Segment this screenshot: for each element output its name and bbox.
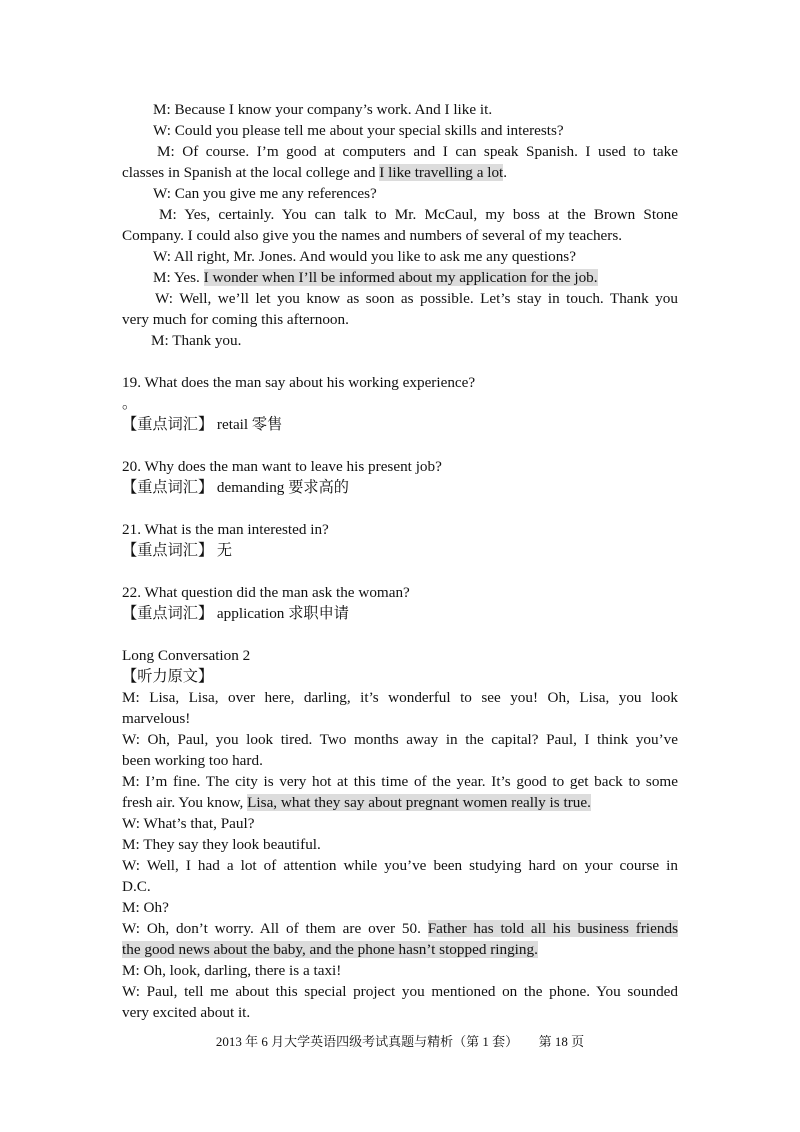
- dialogue-line: M: Oh, look, darling, there is a taxi!: [122, 962, 342, 979]
- dialogue-line: Company. I could also give you the names and numbers of several of my teachers.: [122, 227, 623, 244]
- dialogue-line: M: I’m fine. The city is very hot at this time of the year. It’s good to get back to some: [122, 773, 678, 790]
- dialogue-line: very much for coming this afternoon.: [122, 311, 349, 328]
- question-22-vocab: 【重点词汇】 application 求职申请: [122, 605, 349, 622]
- dialogue-line: D.C.: [122, 878, 151, 895]
- dialogue-line: [122, 792, 678, 813]
- dialogue-line: been working too hard.: [122, 752, 263, 769]
- page-number: 第 18 页: [538, 1034, 585, 1049]
- dialogue-line: very excited about it.: [122, 1004, 251, 1021]
- dialogue-line: M: Of course. I’m good at computers and I can speak Spanish. I used to take: [157, 143, 678, 160]
- question-21: 21. What is the man interested in?: [122, 521, 329, 538]
- question-22: 22. What question did the man ask the woman?: [122, 584, 410, 601]
- highlighted-text: the good news about the baby, and the phone hasn’t stopped ringing.: [122, 941, 538, 958]
- dialogue-line: [122, 162, 678, 183]
- text-span: classes in Spanish at the local college and: [122, 164, 380, 181]
- section-tag: 【听力原文】: [122, 668, 214, 685]
- text-span: .: [503, 164, 508, 181]
- highlighted-text: Lisa, what they say about pregnant women really is true.: [247, 794, 591, 811]
- dialogue-line: W: What’s that, Paul?: [122, 815, 255, 832]
- highlighted-text: I like travelling a lot: [379, 164, 504, 181]
- section-title: Long Conversation 2: [122, 647, 251, 664]
- text-span: W: Oh, don’t worry. All of them are over 50.: [122, 920, 428, 937]
- footer-title: 2013 年 6 月大学英语四级考试真题与精析（第 1 套）: [215, 1034, 519, 1049]
- dialogue-line: [122, 939, 678, 960]
- question-19: 19. What does the man say about his working experience?: [122, 374, 476, 391]
- highlighted-text: I wonder when I’ll be informed about my application for the job.: [203, 269, 598, 286]
- question-20: 20. Why does the man want to leave his present job?: [122, 458, 442, 475]
- dialogue-line: M: They say they look beautiful.: [122, 836, 321, 853]
- question-19-vocab: 【重点词汇】 retail 零售: [122, 416, 283, 433]
- dialogue-line: W: Can you give me any references?: [153, 185, 377, 202]
- text-span: M: Yes.: [153, 269, 204, 286]
- question-21-vocab: 【重点词汇】 无: [122, 542, 233, 559]
- dialogue-line: M: Yes, certainly. You can talk to Mr. McCaul, my boss at the Brown Stone: [159, 206, 678, 223]
- dialogue-line: M: Because I know your company’s work. And I like it.: [153, 101, 493, 118]
- dialogue-line: [153, 267, 709, 288]
- dialogue-line: M: Lisa, Lisa, over here, darling, it’s wonderful to see you! Oh, Lisa, you look: [122, 689, 678, 706]
- question-20-vocab: 【重点词汇】 demanding 要求高的: [122, 479, 349, 496]
- dialogue-line: M: Oh?: [122, 899, 169, 916]
- question-19-mark: 。: [122, 395, 138, 412]
- dialogue-line: marvelous!: [122, 710, 191, 727]
- dialogue-line: W: Oh, Paul, you look tired. Two months away in the capital? Paul, I think you’ve: [122, 731, 678, 748]
- page-footer: [0, 1033, 800, 1051]
- dialogue-line: W: All right, Mr. Jones. And would you like to ask me any questions?: [153, 248, 576, 265]
- dialogue-line: W: Could you please tell me about your special skills and interests?: [153, 122, 564, 139]
- highlighted-text: Father has told all his business friends: [427, 920, 678, 937]
- dialogue-line: M: Thank you.: [151, 332, 242, 349]
- dialogue-line: W: Well, I had a lot of attention while you’ve been studying hard on your course in: [122, 857, 678, 874]
- dialogue-line: W: Paul, tell me about this special project you mentioned on the phone. You sounded: [122, 983, 678, 1000]
- text-span: fresh air. You know,: [122, 794, 248, 811]
- dialogue-line: W: Well, we’ll let you know as soon as possible. Let’s stay in touch. Thank you: [155, 290, 678, 307]
- dialogue-line: [122, 918, 678, 939]
